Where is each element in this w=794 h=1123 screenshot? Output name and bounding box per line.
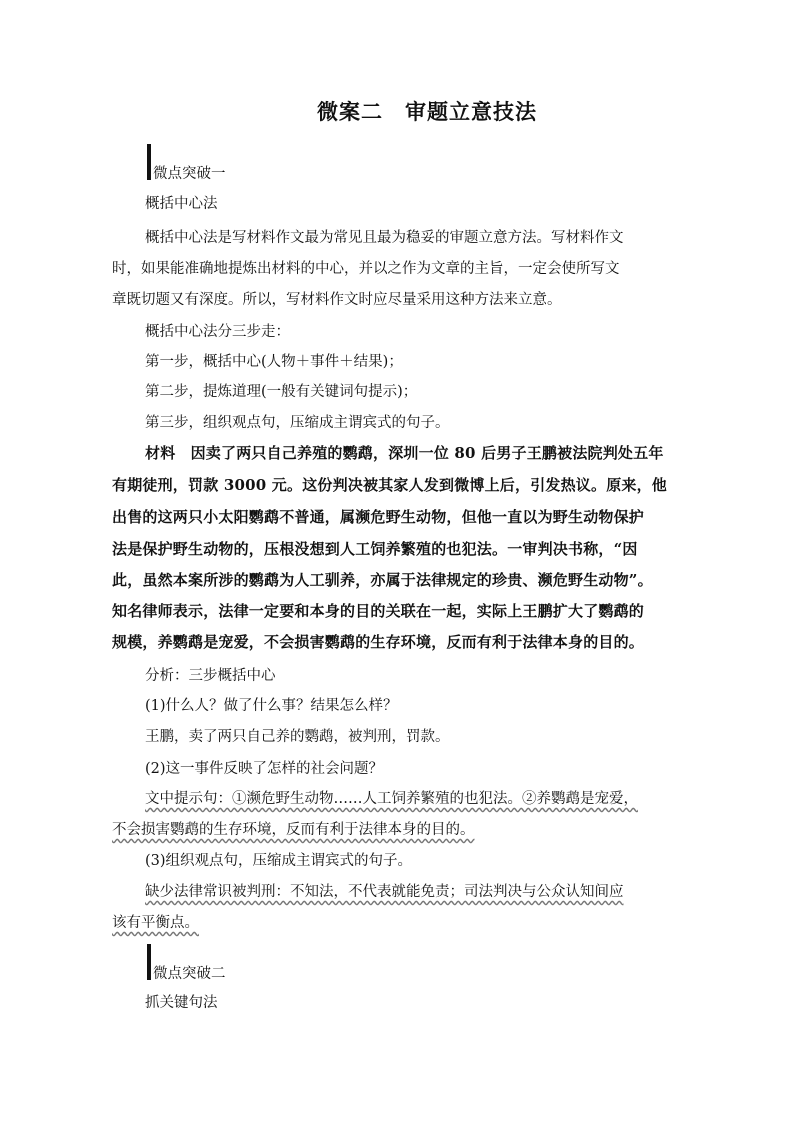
section-heading: 抓关键句法 xyxy=(145,995,218,1011)
page-title: 微案二 审题立意技法 xyxy=(317,99,537,124)
material-line: 出售的这两只小太阳鹦鹉不普通，属濒危野生动物，但他一直以为野生动物保护 xyxy=(112,508,645,526)
material-line: 法是保护野生动物的，压根没想到人工饲养繁殖的也犯法。一审判决书称，“因 xyxy=(112,540,638,558)
steps-intro: 概括中心法分三步走： xyxy=(145,324,290,340)
section-label: 微点突破二 xyxy=(153,966,226,982)
analysis-line: (2)这一事件反映了怎样的社会问题？ xyxy=(145,761,384,777)
step-line: 第二步，提炼道理(一般有关键词句提示)； xyxy=(145,384,418,400)
analysis-line: 王鹏，卖了两只自己养的鹦鹉，被判刑，罚款。 xyxy=(145,729,450,745)
material-line: 有期徒刑，罚款 3000 元。这份判决被其家人发到微博上后，引发热议。原来，他 xyxy=(112,476,667,494)
material-line: 规模，养鹦鹉是宠爱，不会损害鹦鹉的生存环境，反而有利于法律本身的目的。 xyxy=(112,633,645,651)
section-bar xyxy=(147,944,151,980)
analysis-line: 该有平衡点。 xyxy=(112,915,199,931)
analysis-line: (1)什么人？做了什么事？结果怎么样？ xyxy=(145,698,398,714)
section-bar xyxy=(147,144,151,180)
step-line: 第一步，概括中心(人物＋事件＋结果)； xyxy=(145,354,403,370)
analysis-line: 缺少法律常识被判刑：不知法，不代表就能免责；司法判决与公众认知间应 xyxy=(145,884,624,900)
analysis-line: 文中提示句：①濒危野生动物……人工饲养繁殖的也犯法。②养鹦鹉是宠爱， xyxy=(145,791,638,807)
analysis-line: 不会损害鹦鹉的生存环境，反而有利于法律本身的目的。 xyxy=(112,822,475,838)
analysis-line: (3)组织观点句，压缩成主谓宾式的句子。 xyxy=(145,853,413,869)
paragraph-line: 章既切题又有深度。所以，写材料作文时应尽量采用这种方法来立意。 xyxy=(112,292,562,308)
analysis-line: 分析：三步概括中心 xyxy=(145,668,276,684)
section-label: 微点突破一 xyxy=(153,166,226,182)
paragraph-line: 概括中心法是写材料作文最为常见且最为稳妥的审题立意方法。写材料作文 xyxy=(145,230,624,246)
section-heading: 概括中心法 xyxy=(145,196,218,212)
material-line: 此，虽然本案所涉的鹦鹉为人工驯养，亦属于法律规定的珍贵、濒危野生动物”。 xyxy=(112,571,653,589)
step-line: 第三步，组织观点句，压缩成主谓宾式的句子。 xyxy=(145,415,450,431)
paragraph-line: 时，如果能准确地提炼出材料的中心，并以之作为文章的主旨，一定会使所写文 xyxy=(112,261,620,277)
material-line: 材料 因卖了两只自己养殖的鹦鹉，深圳一位 80 后男子王鹏被法院判处五年 xyxy=(145,444,664,462)
material-line: 知名律师表示，法律一定要和本身的目的关联在一起，实际上王鹏扩大了鹦鹉的 xyxy=(112,602,645,620)
